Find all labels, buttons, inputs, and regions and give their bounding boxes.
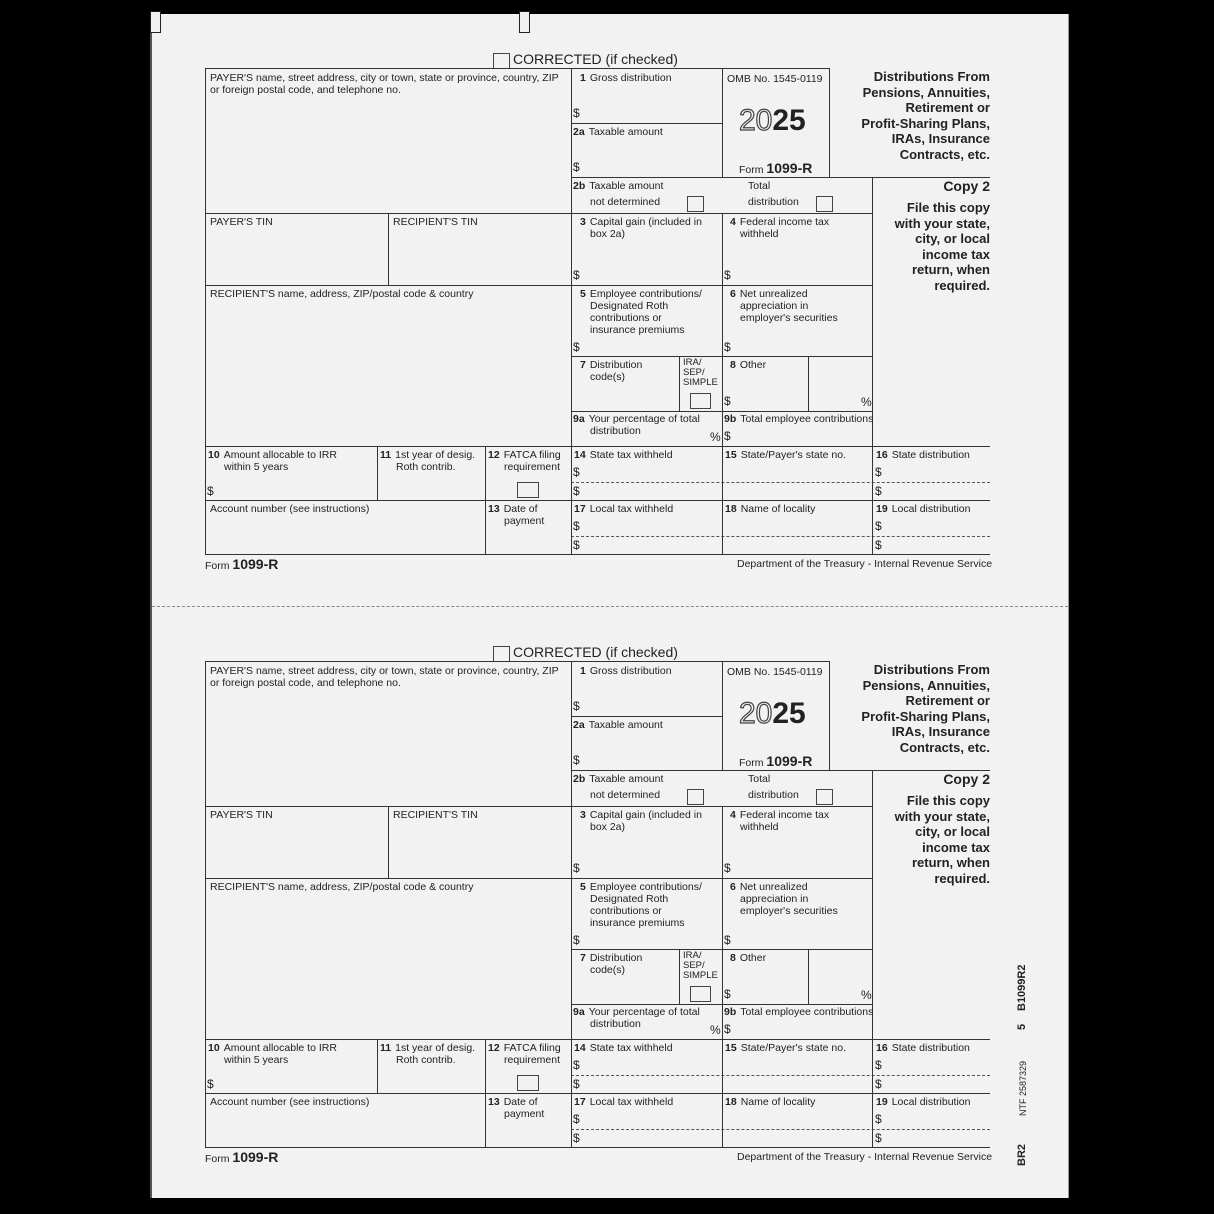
form-code-b1099r2: B1099R2: [1016, 964, 1028, 1011]
date-of-payment-field[interactable]: [488, 529, 569, 552]
local-tax-withheld-field-1[interactable]: [582, 518, 720, 535]
dollar-sign: $: [875, 484, 882, 498]
form-line: [829, 661, 830, 770]
capital-gain-field[interactable]: [582, 244, 720, 283]
box-4-label-2: withheld: [740, 228, 779, 240]
box-17-label: 17 Local tax withheld: [574, 503, 674, 515]
corrected-label: CORRECTED (if checked): [513, 644, 678, 660]
total-distribution-label-2: distribution: [748, 196, 799, 208]
form-line: [377, 446, 378, 500]
payer-name-field[interactable]: [207, 98, 569, 211]
dollar-sign: $: [573, 1131, 580, 1145]
dollar-sign: $: [724, 268, 731, 282]
taxable-not-determined-checkbox[interactable]: [687, 196, 704, 212]
box-11-label-2: Roth contrib.: [396, 461, 456, 473]
recipient-name-field[interactable]: [207, 895, 569, 1037]
account-number-label: Account number (see instructions): [210, 503, 370, 515]
copy-label: Copy 2: [943, 771, 990, 787]
form-copy-bottom: [0, 593, 993, 1185]
box-5-label-2: Designated Roth: [590, 893, 669, 905]
capital-gain-field[interactable]: [582, 837, 720, 876]
form-line: [485, 1039, 486, 1147]
local-tax-withheld-field-2[interactable]: [582, 1130, 720, 1146]
other-percent-field[interactable]: [811, 358, 860, 409]
dollar-sign: $: [573, 519, 580, 533]
fatca-checkbox[interactable]: [517, 482, 539, 498]
box-14-label: 14 State tax withheld: [574, 1042, 673, 1054]
box-2a-label: 2a Taxable amount: [573, 126, 663, 138]
federal-tax-withheld-field[interactable]: [733, 837, 870, 876]
box-10-label: 10 Amount allocable to IRR: [208, 449, 337, 461]
form-copy-top: [0, 0, 993, 592]
taxable-amount-field[interactable]: [582, 140, 720, 175]
payer-name-label: PAYER'S name, street address, city or town, state or province, country, ZIP: [210, 665, 559, 677]
recipient-name-label: RECIPIENT'S name, address, ZIP/postal code & country: [210, 881, 474, 893]
box-3-label: 3 Capital gain (included in: [580, 809, 702, 821]
box-13-label: 13 Date of: [488, 1096, 538, 1108]
state-distribution-field-2[interactable]: [884, 483, 990, 499]
box-6-label: 6 Net unrealized: [730, 881, 808, 893]
box-11-label: 11 1st year of desig.: [380, 1042, 476, 1054]
box-19-label: 19 Local distribution: [876, 1096, 971, 1108]
recipient-tin-field[interactable]: [390, 230, 569, 283]
box-12-label-2: requirement: [504, 1054, 561, 1066]
dollar-sign: $: [875, 465, 882, 479]
omb-number: OMB No. 1545-0119: [727, 73, 823, 85]
box-5-label-3: contributions or: [590, 905, 662, 917]
dollar-sign: $: [573, 106, 580, 120]
form-name-label: Form 1099-R: [739, 753, 813, 769]
copy-instructions: File this copy with your state, city, or local income tax return, when required.: [894, 793, 990, 886]
box-7-label: 7 Distribution: [580, 952, 643, 964]
box-5-label-4: insurance premiums: [590, 917, 685, 929]
employee-contributions-field[interactable]: [582, 337, 720, 354]
date-of-payment-field[interactable]: [488, 1122, 569, 1145]
dollar-sign: $: [573, 160, 580, 174]
form-code-br2: BR2: [1016, 1143, 1028, 1166]
state-distribution-field-1[interactable]: [884, 1057, 990, 1074]
form-line: [205, 213, 872, 214]
dollar-sign: $: [724, 340, 731, 354]
account-number-field[interactable]: [207, 517, 483, 552]
form-line: [388, 213, 389, 285]
dollar-sign: $: [573, 484, 580, 498]
recipient-tin-label: RECIPIENT'S TIN: [393, 809, 478, 821]
dollar-sign: $: [875, 1058, 882, 1072]
box-4-label: 4 Federal income tax: [730, 216, 830, 228]
box-8-label: 8 Other: [730, 952, 767, 964]
form-line: [571, 68, 572, 554]
omb-number: OMB No. 1545-0119: [727, 666, 823, 678]
box-5-label: 5 Employee contributions/: [580, 288, 702, 300]
state-payer-number-field-2[interactable]: [724, 1076, 870, 1092]
corrected-checkbox[interactable]: [493, 646, 510, 662]
form-line: [571, 661, 572, 1147]
box-12-label: 12 FATCA filing: [488, 449, 561, 461]
payer-name-label: PAYER'S name, street address, city or town, state or province, country, ZIP: [210, 72, 559, 84]
net-unrealized-appreciation-field[interactable]: [733, 919, 870, 947]
gross-distribution-field[interactable]: [582, 679, 720, 714]
box-5-label-4: insurance premiums: [590, 324, 685, 336]
box-6-label-2: appreciation in: [740, 893, 809, 905]
locality-name-field-2[interactable]: [724, 537, 870, 553]
percent-sign: %: [861, 395, 872, 409]
dollar-sign: $: [724, 987, 731, 1001]
dollar-sign: $: [724, 933, 731, 947]
form-line: [205, 661, 206, 1147]
account-number-label: Account number (see instructions): [210, 1096, 370, 1108]
dollar-sign: $: [207, 484, 214, 498]
box-3-label: 3 Capital gain (included in: [580, 216, 702, 228]
box-6-label-2: appreciation in: [740, 300, 809, 312]
box-7-label-2: code(s): [590, 964, 626, 976]
form-line: [679, 949, 680, 1004]
form-line: [829, 68, 830, 177]
dollar-sign: $: [875, 1112, 882, 1126]
box-4-label-2: withheld: [740, 821, 779, 833]
box-6-label-3: employer's securities: [740, 905, 838, 917]
box-8-label: 8 Other: [730, 359, 767, 371]
box-17-label: 17 Local tax withheld: [574, 1096, 674, 1108]
payer-tin-field[interactable]: [207, 230, 386, 283]
other-percent-field[interactable]: [811, 951, 860, 1002]
form-line: [205, 806, 872, 807]
department-label: Department of the Treasury - Internal Revenue Service: [737, 1151, 993, 1163]
dollar-sign: $: [573, 465, 580, 479]
form-line: [205, 68, 206, 554]
corrected-checkbox[interactable]: [493, 53, 510, 69]
department-label: Department of the Treasury - Internal Revenue Service: [737, 558, 993, 570]
dollar-sign: $: [875, 1077, 882, 1091]
form-line: [722, 68, 829, 69]
box-2b-label-2: not determined: [590, 196, 661, 208]
form-line: [205, 554, 990, 555]
copy-label: Copy 2: [943, 178, 990, 194]
ira-sep-simple-label: IRA/ SEP/ SIMPLE: [683, 357, 718, 388]
state-tax-withheld-field-2[interactable]: [582, 1076, 720, 1092]
total-employee-contributions-field[interactable]: [733, 427, 870, 444]
gross-distribution-field[interactable]: [582, 86, 720, 121]
form-line: [485, 446, 486, 554]
percent-sign: %: [861, 988, 872, 1002]
corrected-label: CORRECTED (if checked): [513, 51, 678, 67]
box-2b-label: 2b Taxable amount: [573, 773, 664, 785]
box-12-label: 12 FATCA filing: [488, 1042, 561, 1054]
form-line: [205, 1147, 990, 1148]
other-amount-field[interactable]: [733, 374, 806, 409]
state-tax-withheld-field-2[interactable]: [582, 483, 720, 499]
locality-name-field-2[interactable]: [724, 1130, 870, 1146]
percent-sign: %: [710, 1023, 721, 1037]
form-line: [722, 213, 723, 554]
total-distribution-checkbox[interactable]: [816, 196, 833, 212]
recipient-tin-label: RECIPIENT'S TIN: [393, 216, 478, 228]
dollar-sign: $: [573, 753, 580, 767]
form-line: [571, 770, 990, 771]
dollar-sign: $: [573, 268, 580, 282]
payer-name-label-2: or foreign postal code, and telephone no.: [210, 84, 401, 96]
taxable-not-determined-checkbox[interactable]: [687, 789, 704, 805]
irr-amount-field[interactable]: [216, 1068, 375, 1091]
box-2a-label: 2a Taxable amount: [573, 719, 663, 731]
form-line: [205, 285, 872, 286]
box-13-label: 13 Date of: [488, 503, 538, 515]
form-line: [205, 68, 722, 69]
dollar-sign: $: [573, 933, 580, 947]
recipient-name-label: RECIPIENT'S name, address, ZIP/postal code & country: [210, 288, 474, 300]
dollar-sign: $: [573, 1077, 580, 1091]
tax-year: 2025: [739, 104, 806, 137]
box-10-label: 10 Amount allocable to IRR: [208, 1042, 337, 1054]
form-line: [679, 356, 680, 411]
box-12-label-2: requirement: [504, 461, 561, 473]
form-line: [571, 123, 722, 124]
box-10-label-2: within 5 years: [224, 1054, 289, 1066]
box-6-label-3: employer's securities: [740, 312, 838, 324]
state-payer-number-field-2[interactable]: [724, 483, 870, 499]
local-tax-withheld-field-1[interactable]: [582, 1111, 720, 1128]
percent-sign: %: [710, 430, 721, 444]
fatca-checkbox[interactable]: [517, 1075, 539, 1091]
form-line: [571, 716, 722, 717]
state-payer-number-field-1[interactable]: [724, 1057, 870, 1074]
form-line: [722, 661, 723, 770]
box-14-label: 14 State tax withheld: [574, 449, 673, 461]
payer-name-field[interactable]: [207, 691, 569, 804]
total-distribution-label-2: distribution: [748, 789, 799, 801]
box-19-label: 19 Local distribution: [876, 503, 971, 515]
box-2b-label-2: not determined: [590, 789, 661, 801]
other-amount-field[interactable]: [733, 967, 806, 1002]
taxable-amount-field[interactable]: [582, 733, 720, 768]
dollar-sign: $: [724, 1022, 731, 1036]
employee-contributions-field[interactable]: [582, 930, 720, 947]
state-distribution-field-2[interactable]: [884, 1076, 990, 1092]
box-9a-label: 9a Your percentage of total: [573, 413, 700, 425]
local-distribution-field-2[interactable]: [884, 537, 990, 553]
box-2b-label: 2b Taxable amount: [573, 180, 664, 192]
box-18-label: 18 Name of locality: [725, 503, 816, 515]
locality-name-field-1[interactable]: [724, 1111, 870, 1128]
form-line: [808, 949, 809, 1004]
dollar-sign: $: [573, 699, 580, 713]
roth-first-year-field[interactable]: [380, 1068, 483, 1091]
form-name-label: Form 1099-R: [739, 160, 813, 176]
box-1-label: 1 Gross distribution: [580, 72, 672, 84]
form-line: [571, 177, 990, 178]
box-15-label: 15 State/Payer's state no.: [725, 1042, 847, 1054]
form-footer-label: Form 1099-R: [205, 556, 279, 572]
box-5-label-2: Designated Roth: [590, 300, 669, 312]
form-line: [722, 661, 829, 662]
state-distribution-field-1[interactable]: [884, 464, 990, 481]
form-line: [722, 806, 723, 1147]
percentage-total-distribution-field[interactable]: [660, 426, 708, 444]
total-distribution-checkbox[interactable]: [816, 789, 833, 805]
payer-name-label-2: or foreign postal code, and telephone no.: [210, 677, 401, 689]
net-unrealized-appreciation-field[interactable]: [733, 326, 870, 354]
form-line: [808, 356, 809, 411]
local-distribution-field-1[interactable]: [884, 1111, 990, 1128]
box-16-label: 16 State distribution: [876, 1042, 970, 1054]
box-11-label-2: Roth contrib.: [396, 1054, 456, 1066]
form-line: [377, 1039, 378, 1093]
dollar-sign: $: [875, 519, 882, 533]
total-employee-contributions-field[interactable]: [733, 1020, 870, 1037]
dollar-sign: $: [573, 861, 580, 875]
payer-tin-field[interactable]: [207, 823, 386, 876]
locality-name-field-1[interactable]: [724, 518, 870, 535]
payer-tin-label: PAYER'S TIN: [210, 809, 273, 821]
box-10-label-2: within 5 years: [224, 461, 289, 473]
form-line: [388, 806, 389, 878]
box-5-label: 5 Employee contributions/: [580, 881, 702, 893]
dollar-sign: $: [573, 340, 580, 354]
box-5-label-3: contributions or: [590, 312, 662, 324]
total-distribution-label: Total: [748, 180, 771, 192]
dollar-sign: $: [875, 538, 882, 552]
local-distribution-field-2[interactable]: [884, 1130, 990, 1146]
box-13-label-2: payment: [504, 1108, 545, 1120]
dollar-sign: $: [724, 861, 731, 875]
state-payer-number-field-1[interactable]: [724, 464, 870, 481]
recipient-tin-field[interactable]: [390, 823, 569, 876]
dollar-sign: $: [875, 1131, 882, 1145]
dollar-sign: $: [573, 1058, 580, 1072]
box-16-label: 16 State distribution: [876, 449, 970, 461]
recipient-name-field[interactable]: [207, 302, 569, 444]
box-4-label: 4 Federal income tax: [730, 809, 830, 821]
box-7-label-2: code(s): [590, 371, 626, 383]
box-9a-label-2: distribution: [590, 1018, 641, 1030]
box-3-label-2: box 2a): [590, 821, 626, 833]
form-title: Distributions From Pensions, Annuities, Retirement or Profit-Sharing Plans, IRAs, Insurance Contracts, etc.: [861, 662, 990, 755]
ira-sep-simple-checkbox[interactable]: [690, 393, 711, 409]
local-distribution-field-1[interactable]: [884, 518, 990, 535]
box-9a-label: 9a Your percentage of total: [573, 1006, 700, 1018]
form-line: [205, 661, 722, 662]
box-15-label: 15 State/Payer's state no.: [725, 449, 847, 461]
form-line: [722, 68, 723, 177]
box-6-label: 6 Net unrealized: [730, 288, 808, 300]
form-title: Distributions From Pensions, Annuities, Retirement or Profit-Sharing Plans, IRAs, Insurance Contracts, etc.: [861, 69, 990, 162]
box-13-label-2: payment: [504, 515, 545, 527]
payer-tin-label: PAYER'S TIN: [210, 216, 273, 228]
form-code-5: 5: [1016, 1023, 1028, 1030]
form-footer-label: Form 1099-R: [205, 1149, 279, 1165]
box-1-label: 1 Gross distribution: [580, 665, 672, 677]
box-18-label: 18 Name of locality: [725, 1096, 816, 1108]
local-tax-withheld-field-2[interactable]: [582, 537, 720, 553]
tax-year: 2025: [739, 697, 806, 730]
ira-sep-simple-checkbox[interactable]: [690, 986, 711, 1002]
dollar-sign: $: [573, 538, 580, 552]
dollar-sign: $: [724, 394, 731, 408]
box-9b-label: 9b Total employee contributions: [724, 413, 874, 425]
distribution-code-field[interactable]: [582, 385, 677, 409]
box-3-label-2: box 2a): [590, 228, 626, 240]
federal-tax-withheld-field[interactable]: [733, 244, 870, 283]
form-line: [205, 878, 872, 879]
irr-amount-field[interactable]: [216, 475, 375, 498]
form-code-ntf: NTF 2587329: [1018, 1060, 1028, 1116]
percentage-total-distribution-field[interactable]: [660, 1019, 708, 1037]
dollar-sign: $: [724, 429, 731, 443]
box-9b-label: 9b Total employee contributions: [724, 1006, 874, 1018]
state-tax-withheld-field-1[interactable]: [582, 464, 720, 481]
account-number-field[interactable]: [207, 1110, 483, 1145]
dollar-sign: $: [573, 1112, 580, 1126]
roth-first-year-field[interactable]: [380, 475, 483, 498]
state-tax-withheld-field-1[interactable]: [582, 1057, 720, 1074]
distribution-code-field[interactable]: [582, 978, 677, 1002]
box-7-label: 7 Distribution: [580, 359, 643, 371]
dollar-sign: $: [207, 1077, 214, 1091]
copy-instructions: File this copy with your state, city, or local income tax return, when required.: [894, 200, 990, 293]
ira-sep-simple-label: IRA/ SEP/ SIMPLE: [683, 950, 718, 981]
total-distribution-label: Total: [748, 773, 771, 785]
box-9a-label-2: distribution: [590, 425, 641, 437]
box-11-label: 11 1st year of desig.: [380, 449, 476, 461]
